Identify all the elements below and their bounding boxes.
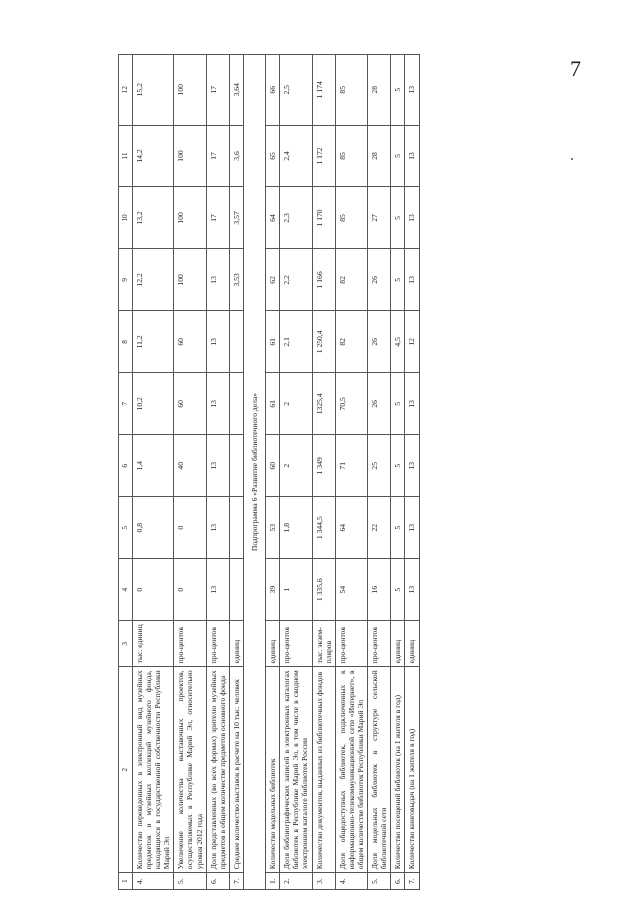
- row-value: 2: [280, 435, 312, 497]
- row-value: 1: [280, 559, 312, 621]
- table-row: [206, 55, 229, 890]
- column-number: 4: [119, 559, 133, 621]
- row-value: 1 250,4: [312, 311, 335, 373]
- row-value: 26: [368, 373, 391, 435]
- column-number: 6: [119, 435, 133, 497]
- row-value: 1325,4: [312, 373, 335, 435]
- row-value: 39: [266, 559, 280, 621]
- row-value: 5: [391, 559, 405, 621]
- row-value: 3,57: [229, 187, 243, 249]
- row-value: 60: [174, 373, 206, 435]
- row-name: Среднее количество выставок в расчете на 10 тыс. человек: [229, 667, 243, 873]
- row-name: Увеличение количества выставочных проектов, осуществляемых в Республике Марий Эл, относительно уровня 2012 года: [174, 667, 206, 873]
- row-value: 1 344,5: [312, 497, 335, 559]
- row-value: 17: [206, 55, 229, 126]
- row-value: 2,5: [280, 55, 312, 126]
- row-value: [229, 373, 243, 435]
- rotated-table-container: [118, 54, 618, 890]
- row-no: 3.: [312, 873, 335, 890]
- table-row: [132, 55, 173, 890]
- row-no: 5.: [174, 873, 206, 890]
- row-value: 13: [405, 373, 419, 435]
- row-value: 85: [335, 187, 367, 249]
- column-number: 12: [119, 55, 133, 126]
- row-value: 13: [206, 311, 229, 373]
- column-number: 10: [119, 187, 133, 249]
- row-value: 100: [174, 249, 206, 311]
- column-number: 5: [119, 497, 133, 559]
- row-value: 5: [391, 497, 405, 559]
- row-value: 71: [335, 435, 367, 497]
- row-value: 40: [174, 435, 206, 497]
- row-name: Количество модельных библиотек: [266, 667, 280, 873]
- table-row: [280, 55, 312, 890]
- row-value: 4,5: [391, 311, 405, 373]
- row-name: Доля общедоступных библиотек, подключенных к информационно-телекоммуникационной сети «Интернет», в общем количестве библиотек Республики Марий Эл: [335, 667, 367, 873]
- column-number: 2: [119, 667, 133, 873]
- row-value: 3,53: [229, 249, 243, 311]
- row-value: 5: [391, 435, 405, 497]
- row-value: 5: [391, 373, 405, 435]
- page-number: 7: [570, 56, 581, 81]
- indicators-table: [118, 54, 420, 890]
- row-value: 1 166: [312, 249, 335, 311]
- row-value: 60: [266, 435, 280, 497]
- row-value: 1,4: [132, 435, 173, 497]
- row-value: 2,4: [280, 125, 312, 187]
- row-value: 53: [266, 497, 280, 559]
- row-value: 100: [174, 187, 206, 249]
- row-value: 14,2: [132, 125, 173, 187]
- row-value: 100: [174, 55, 206, 126]
- row-value: 5: [391, 249, 405, 311]
- column-number-row: [119, 55, 133, 890]
- row-value: 13: [206, 373, 229, 435]
- row-unit: про-центов: [335, 621, 367, 667]
- row-value: 2: [280, 373, 312, 435]
- row-value: 0: [174, 497, 206, 559]
- row-value: 25: [368, 435, 391, 497]
- row-value: 16: [368, 559, 391, 621]
- row-value: 13: [206, 435, 229, 497]
- row-value: 3,6: [229, 125, 243, 187]
- table-row: [174, 55, 206, 890]
- row-value: 62: [266, 249, 280, 311]
- column-number: 3: [119, 621, 133, 667]
- row-value: 5: [391, 55, 405, 126]
- row-value: [229, 311, 243, 373]
- row-name: Доля представленных (во всех формах) зрителю музейных предметов в общем количестве предметов основного фонда: [206, 667, 229, 873]
- row-value: 1 349: [312, 435, 335, 497]
- row-no: 4.: [132, 873, 173, 890]
- row-value: 82: [335, 311, 367, 373]
- row-value: 13: [405, 125, 419, 187]
- row-value: 1 172: [312, 125, 335, 187]
- row-value: 2,3: [280, 187, 312, 249]
- row-value: 1 335,6: [312, 559, 335, 621]
- row-value: 1 174: [312, 55, 335, 126]
- column-number: 9: [119, 249, 133, 311]
- row-value: 54: [335, 559, 367, 621]
- row-value: 5: [391, 187, 405, 249]
- row-value: 13: [405, 187, 419, 249]
- column-number: 11: [119, 125, 133, 187]
- row-value: 13: [405, 249, 419, 311]
- row-value: 2,1: [280, 311, 312, 373]
- row-value: 17: [206, 125, 229, 187]
- table-row: [229, 55, 243, 890]
- row-unit: единиц: [229, 621, 243, 667]
- row-unit: про-центов: [174, 621, 206, 667]
- row-value: 13: [405, 559, 419, 621]
- row-unit: единиц: [391, 621, 405, 667]
- row-value: 12: [405, 311, 419, 373]
- row-no: 6.: [391, 873, 405, 890]
- row-value: 17: [206, 187, 229, 249]
- table-row: [368, 55, 391, 890]
- column-number: 8: [119, 311, 133, 373]
- row-no: 6.: [206, 873, 229, 890]
- row-value: 22: [368, 497, 391, 559]
- row-value: 61: [266, 373, 280, 435]
- row-value: 28: [368, 125, 391, 187]
- row-no: 1.: [266, 873, 280, 890]
- row-value: 13: [405, 435, 419, 497]
- row-no: 7.: [229, 873, 243, 890]
- row-value: [229, 559, 243, 621]
- row-name: Количество переведенных в электронный вид музейных предметов и музейных коллекций музейного фонда, находящихся в государственной собственности Республики Марий Эл: [132, 667, 173, 873]
- row-unit: про-центов: [368, 621, 391, 667]
- row-value: 5: [391, 125, 405, 187]
- section-title: Подпрограмма 6 «Развитие библиотечного дела»: [243, 55, 265, 890]
- row-value: 60: [174, 311, 206, 373]
- row-value: 100: [174, 125, 206, 187]
- table-row: [405, 55, 419, 890]
- row-value: 82: [335, 249, 367, 311]
- row-unit: единиц: [266, 621, 280, 667]
- row-value: 66: [266, 55, 280, 126]
- row-no: 7.: [405, 873, 419, 890]
- row-unit: тыс. экзем-пляров: [312, 621, 335, 667]
- row-unit: тыс. единиц: [132, 621, 173, 667]
- row-value: 0: [132, 559, 173, 621]
- row-value: 85: [335, 125, 367, 187]
- table-row: [266, 55, 280, 890]
- row-value: 85: [335, 55, 367, 126]
- row-no: 4.: [335, 873, 367, 890]
- section-row: [243, 55, 265, 890]
- row-value: 10,2: [132, 373, 173, 435]
- row-value: 13: [405, 55, 419, 126]
- row-name: Доля модельных библиотек в структуре сельской библиотечной сети: [368, 667, 391, 873]
- row-no: 2.: [280, 873, 312, 890]
- row-value: 65: [266, 125, 280, 187]
- row-value: 27: [368, 187, 391, 249]
- table-row: [312, 55, 335, 890]
- row-name: Доля библиографических записей в электронных каталогах библиотек в Республике Марий Эл, в том числе в сводном электронном каталоге библиотек России: [280, 667, 312, 873]
- row-value: 1,8: [280, 497, 312, 559]
- column-number: 1: [119, 873, 133, 890]
- row-value: 26: [368, 249, 391, 311]
- row-value: 13: [206, 249, 229, 311]
- row-value: 0: [174, 559, 206, 621]
- table-row: [391, 55, 405, 890]
- row-unit: про-центов: [280, 621, 312, 667]
- row-name: Количество документов, выданных из библиотечных фондов: [312, 667, 335, 873]
- row-value: 26: [368, 311, 391, 373]
- row-value: 13: [206, 497, 229, 559]
- row-value: 3,64: [229, 55, 243, 126]
- row-value: [229, 435, 243, 497]
- table-row: [335, 55, 367, 890]
- row-value: 13: [405, 497, 419, 559]
- row-value: 64: [335, 497, 367, 559]
- row-value: 0,8: [132, 497, 173, 559]
- row-value: 70,5: [335, 373, 367, 435]
- row-value: 13,2: [132, 187, 173, 249]
- row-value: 13: [206, 559, 229, 621]
- column-number: 7: [119, 373, 133, 435]
- row-value: 12,2: [132, 249, 173, 311]
- row-unit: единиц: [405, 621, 419, 667]
- row-value: 11,2: [132, 311, 173, 373]
- row-value: 64: [266, 187, 280, 249]
- row-value: 15,2: [132, 55, 173, 126]
- row-value: 61: [266, 311, 280, 373]
- row-value: 28: [368, 55, 391, 126]
- row-no: 5.: [368, 873, 391, 890]
- row-value: 1 170: [312, 187, 335, 249]
- row-value: [229, 497, 243, 559]
- row-value: 2,2: [280, 249, 312, 311]
- row-unit: про-центов: [206, 621, 229, 667]
- row-name: Количество книговыдач (на 1 жителя в год): [405, 667, 419, 873]
- row-name: Количество посещений библиотек (на 1 жителя в год): [391, 667, 405, 873]
